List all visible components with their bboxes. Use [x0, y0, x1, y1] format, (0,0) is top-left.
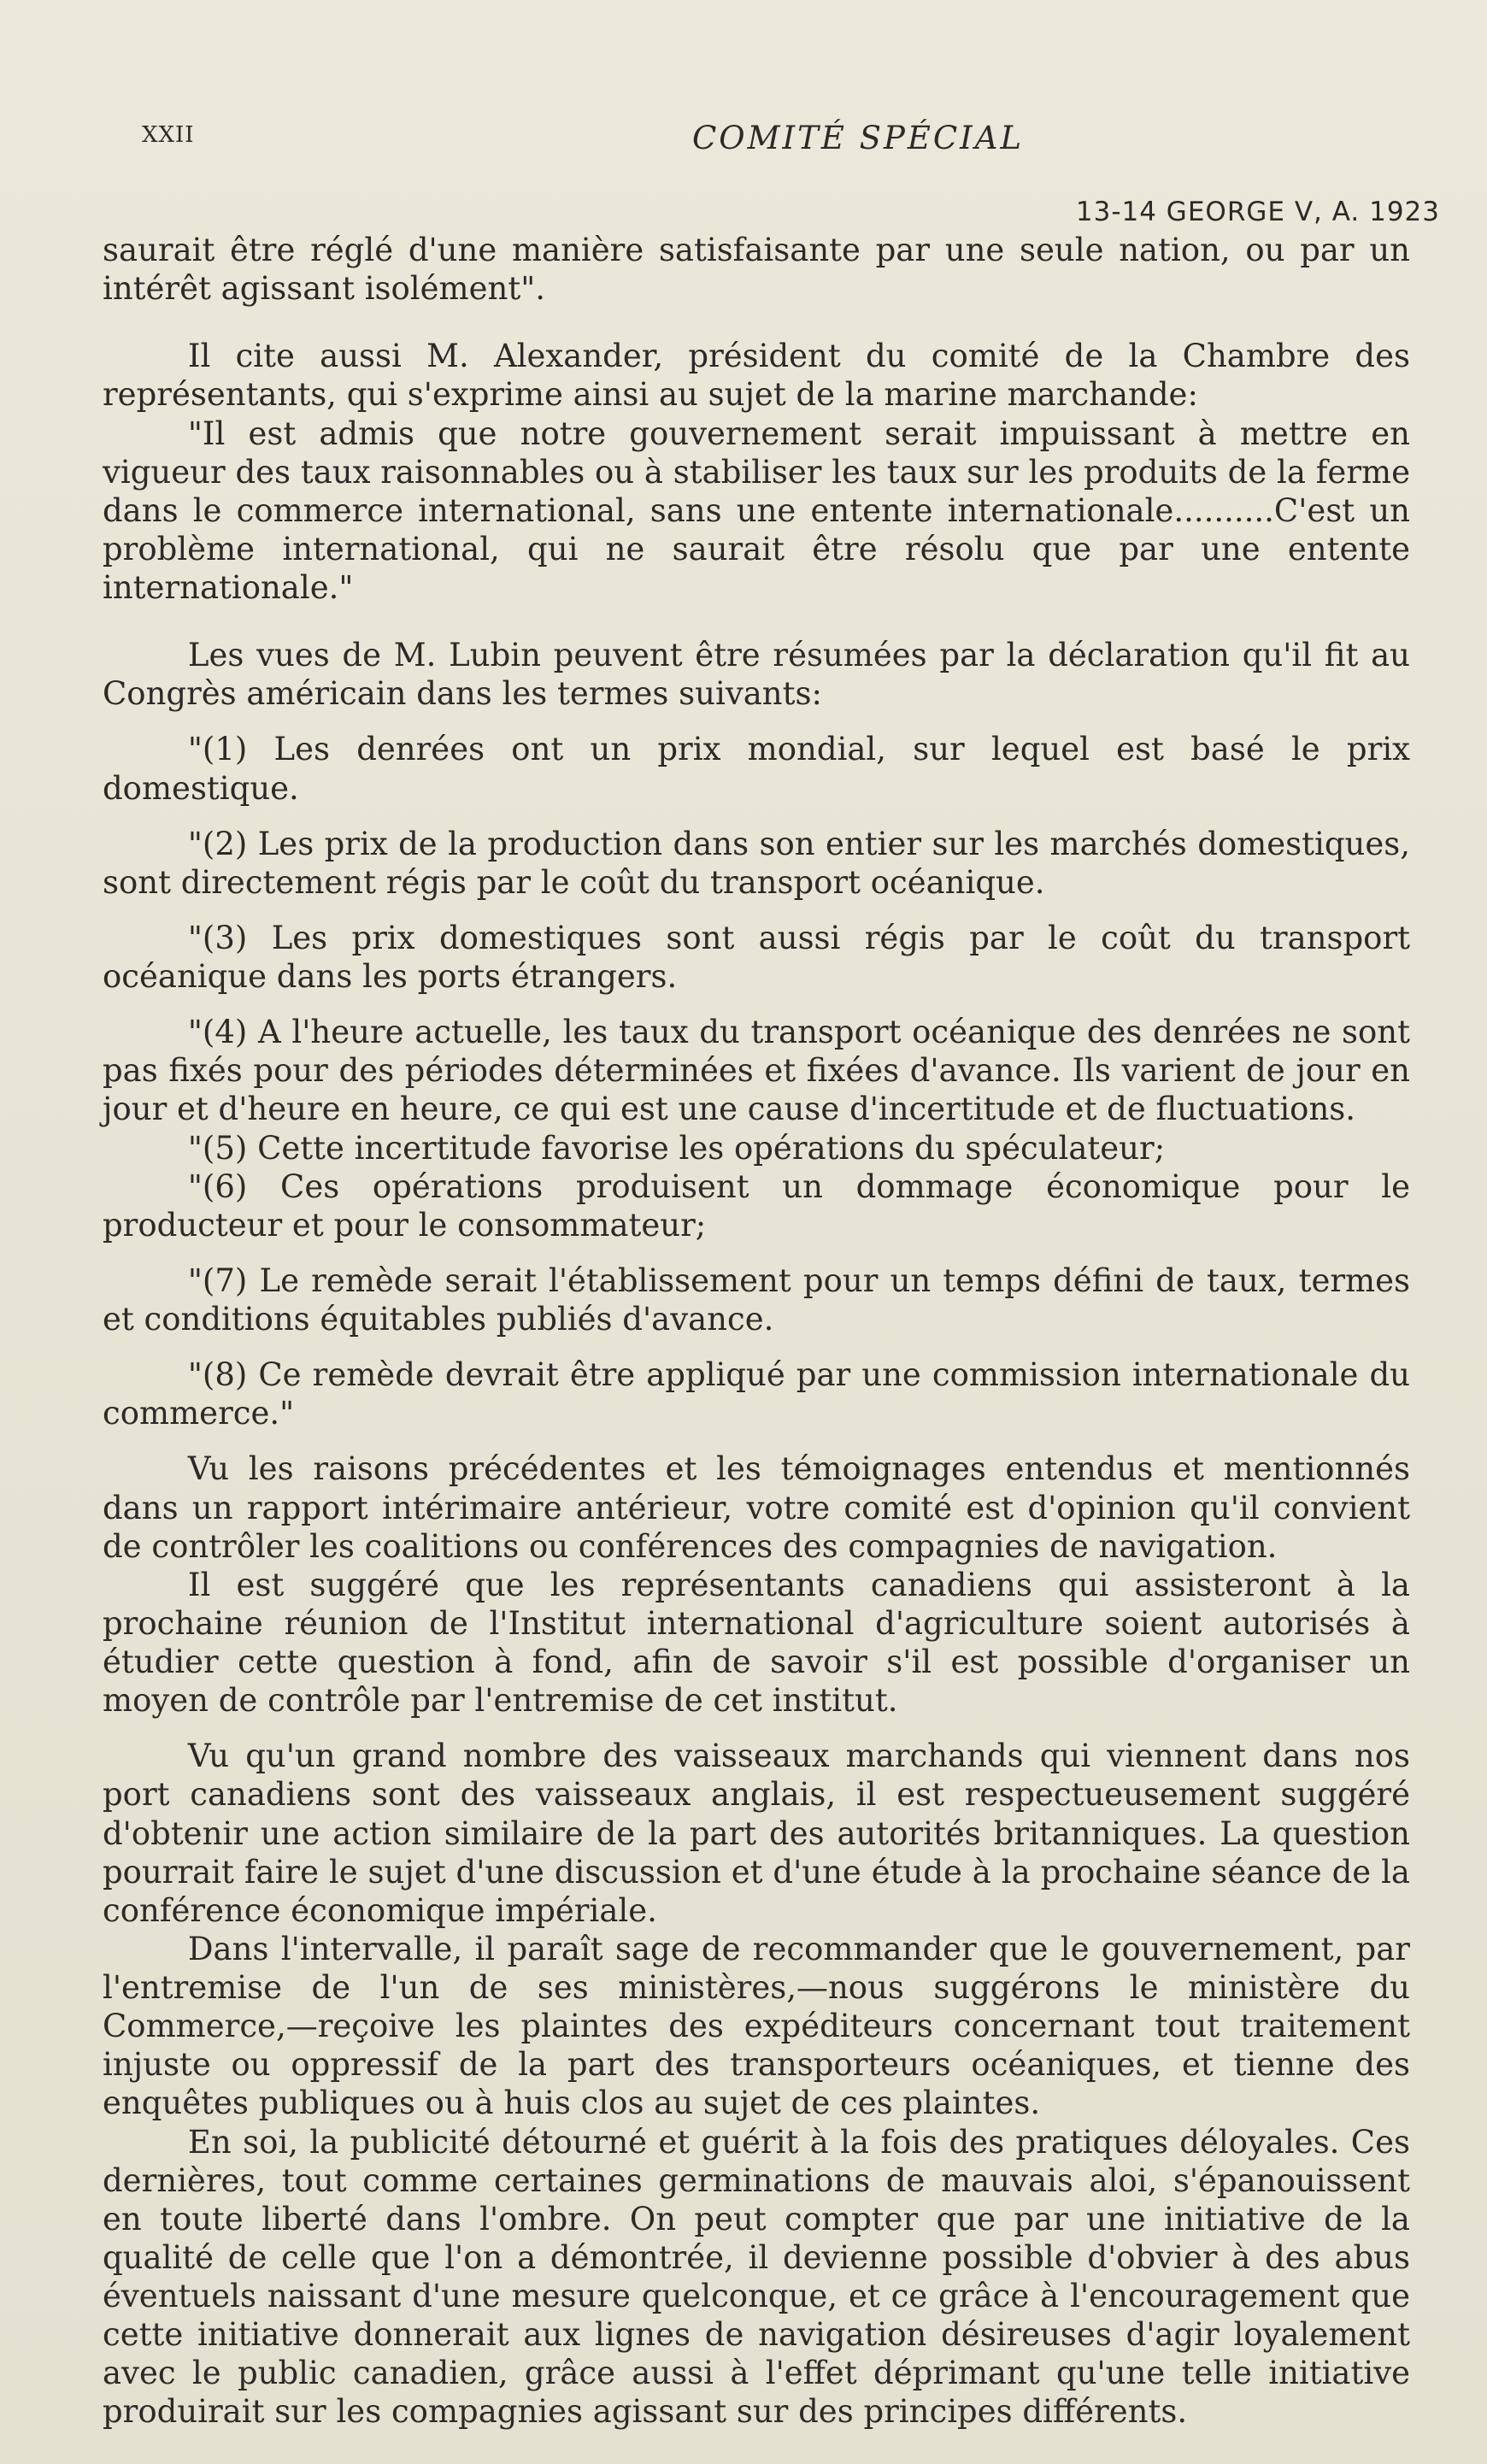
- page-number: XXII: [142, 122, 195, 148]
- point-7: "(7) Le remède serait l'établissement pour un temps défini de taux, termes et conditions équitables publiés d'avance.: [103, 1261, 1410, 1338]
- paragraph-lubin: Les vues de M. Lubin peuvent être résumées par la déclaration qu'il fit au Congrès américain dans les termes suivants:: [103, 637, 1410, 713]
- point-3: "(3) Les prix domestiques sont aussi régis par le coût du transport océanique dans les ports étrangers.: [103, 919, 1410, 995]
- paragraph-conclusion: Vu les raisons précédentes et les témoignages entendus et mentionnés dans un rapport intérimaire antérieur, votre comité est d'opinion qu'il convient de contrôler les coalitions ou conférences des compagnies de navigation.: [103, 1450, 1410, 1565]
- point-4: "(4) A l'heure actuelle, les taux du transport océanique des denrées ne sont pas fixés pour des périodes déterminées et fixées d'avance. Ils varient de jour en jour et d'heure en heure, ce qui est une cause d'incertitude et de fluctuations.: [103, 1014, 1410, 1128]
- point-1: "(1) Les denrées ont un prix mondial, sur lequel est basé le prix domestique.: [103, 731, 1410, 807]
- point-8: "(8) Ce remède devrait être appliqué par une commission internationale du commerce.": [103, 1356, 1410, 1432]
- running-title: COMITÉ SPÉCIAL: [692, 120, 1025, 156]
- paragraph-institute: Il est suggéré que les représentants canadiens qui assisteront à la prochaine réunion de l'Institut international d'agriculture soient autorisés à étudier cette question à fond, afin de savoir s'il est possible d'organiser un moyen de contrôle par l'entremise de cet institut.: [103, 1566, 1410, 1720]
- body-text: [103, 231, 1410, 2432]
- session-reference: 13-14 GEORGE V, A. 1923: [1075, 197, 1440, 227]
- paragraph-interval: Dans l'intervalle, il paraît sage de recommander que le gouvernement, par l'entremise de l'un de ses ministères,—nous suggérons le ministère du Commerce,—reçoive les plaintes des expéditeurs concernant tout traitement injuste ou oppressif de la part des transporteurs océaniques, et tienne des enquêtes publiques ou à huis clos au sujet de ces plaintes.: [103, 1930, 1410, 2122]
- paragraph-publicity: En soi, la publicité détourné et guérit à la fois des pratiques déloyales. Ces dernières, tout comme certaines germinations de mauvais aloi, s'épanouissent en toute liberté dans l'ombre. On peut compter que par une initiative de la qualité de celle que l'on a démontrée, il devienne possible d'obvier à des abus éventuels naissant d'une mesure quelconque, et ce grâce à l'encouragement que cette initiative donnerait aux lignes de navigation désireuses d'agir loyalement avec le public canadien, grâce aussi à l'effet déprimant qu'une telle initiative produirait sur les compagnies agissant sur des principes différents.: [103, 2123, 1410, 2431]
- point-2: "(2) Les prix de la production dans son entier sur les marchés domestiques, sont directement régis par le coût du transport océanique.: [103, 825, 1410, 901]
- point-5: "(5) Cette incertitude favorise les opérations du spéculateur;: [187, 1129, 1166, 1167]
- paragraph-continued: saurait être réglé d'une manière satisfaisante par une seule nation, ou par un intérêt agissant isolément".: [103, 232, 1410, 308]
- paragraph-alexander: Il cite aussi M. Alexander, président du comité de la Chambre des représentants, qui s'exprime ainsi au sujet de la marine marchande:: [103, 338, 1410, 414]
- quote-alexander: "Il est admis que notre gouvernement serait impuissant à mettre en vigueur des taux raisonnables ou à stabiliser les taux sur les produits de la ferme dans le commerce international, sans une entente internationale..........C'est un problème international, qui ne saurait être résolu que par une entente internationale.": [103, 415, 1410, 606]
- paragraph-british-ships: Vu qu'un grand nombre des vaisseaux marchands qui viennent dans nos port canadiens sont des vaisseaux anglais, il est respectueusement suggéré d'obtenir une action similaire de la part des autorités britanniques. La question pourrait faire le sujet d'une discussion et d'une étude à la prochaine séance de la conférence économique impériale.: [103, 1738, 1410, 1929]
- point-6: "(6) Ces opérations produisent un dommage économique pour le producteur et pour le consommateur;: [103, 1167, 1410, 1244]
